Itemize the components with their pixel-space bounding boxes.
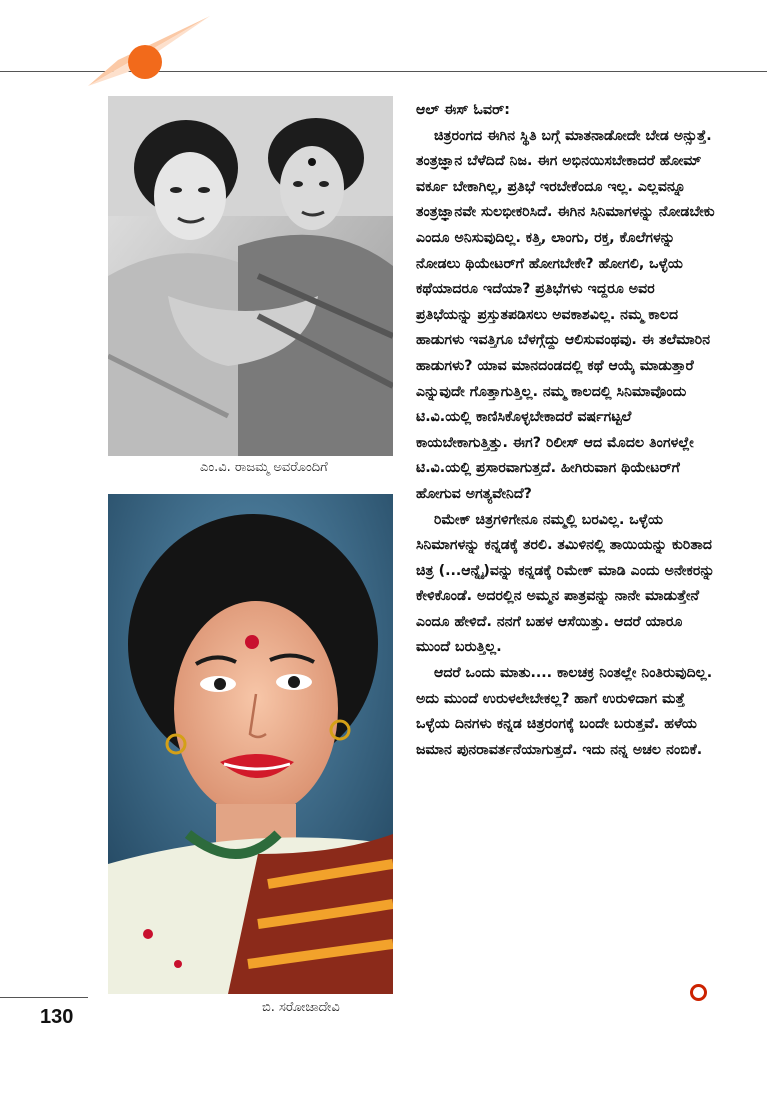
orange-sun-wedge-icon (88, 16, 210, 86)
portrait-photo (108, 494, 393, 994)
photo-caption-1: ಎಂ.ವಿ. ರಾಜಮ್ಮ ಅವರೊಂದಿಗೆ (200, 460, 328, 475)
article-body (416, 98, 716, 763)
photo-caption-2: ಬಿ. ಸರೋಜಾದೇವಿ (262, 1000, 340, 1015)
page-number: 130 (40, 1006, 74, 1028)
article-paragraph-1: ಚಿತ್ರರಂಗದ ಈಗಿನ ಸ್ಥಿತಿ ಬಗ್ಗೆ ಮಾತನಾಡೋದೇ ಬೇಡ ಅನ್ಸುತ್ತೆ. ತಂತ್ರಜ್ಞಾನ ಬೆಳೆದಿದೆ ನಿಜ. ಈಗ ಅಭಿನಯಿಸಬೇಕಾದರೆ ಹೋಮ್ ವರ್ಕೂ ಬೇಕಾಗಿಲ್ಲ, ಪ್ರತಿಭೆ ಇರಬೇಕೆಂದೂ ಇಲ್ಲ. ಎಲ್ಲವನ್ನೂ ತಂತ್ರಜ್ಞಾನವೇ ಸುಲಭೀಕರಿಸಿದೆ. ಈಗಿನ ಸಿನಿಮಾಗಳನ್ನು ನೋಡಬೇಕು ಎಂದೂ ಅನಿಸುವುದಿಲ್ಲ. ಕತ್ತಿ, ಲಾಂಗು, ರಕ್ತ, ಕೊಲೆಗಳನ್ನು ನೋಡಲು ಥಿಯೇಟರ್‌ಗೆ ಹೋಗಬೇಕೇ? ಹೋಗಲಿ, ಒಳ್ಳೆಯ ಕಥೆಯಾದರೂ ಇದೆಯಾ? ಪ್ರತಿಭೆಗಳು ಇದ್ದರೂ ಅವರ ಪ್ರತಿಭೆಯನ್ನು ಪ್ರಸ್ತುತಪಡಿಸಲು ಅವಕಾಶವಿಲ್ಲ. ನಮ್ಮ ಕಾಲದ ಹಾಡುಗಳು ಇವತ್ತಿಗೂ ಬೆಳಗ್ಗೆದ್ದು ಆಲಿಸುವಂಥವು. ಈ ತಲೆಮಾರಿನ ಹಾಡುಗಳು? ಯಾವ ಮಾನದಂಡದಲ್ಲಿ ಕಥೆ ಆಯ್ಕೆ ಮಾಡುತ್ತಾರೆ ಎನ್ನುವುದೇ ಗೊತ್ತಾಗುತ್ತಿಲ್ಲ. ನಮ್ಮ ಕಾಲದಲ್ಲಿ ಸಿನಿಮಾವೊಂದು ಟಿ.ವಿ.ಯಲ್ಲಿ ಕಾಣಿಸಿಕೊಳ್ಳಬೇಕಾದರೆ ವರ್ಷಗಟ್ಟಲೆ ಕಾಯಬೇಕಾಗುತ್ತಿತ್ತು. ಈಗ? ರಿಲೀಸ್ ಆದ ಮೊದಲ ತಿಂಗಳಲ್ಲೇ ಟಿ.ವಿ.ಯಲ್ಲಿ ಪ್ರಸಾರವಾಗುತ್ತದೆ. ಹೀಗಿರುವಾಗ ಥಿಯೇಟರ್‌ಗೆ ಹೋಗುವ ಅಗತ್ಯವೇನಿದೆ? (416, 127, 715, 502)
article-paragraph-2: ರಿಮೇಕ್ ಚಿತ್ರಗಳಿಗೇನೂ ನಮ್ಮಲ್ಲಿ ಬರವಿಲ್ಲ. ಒಳ್ಳೆಯ ಸಿನಿಮಾಗಳನ್ನು ಕನ್ನಡಕ್ಕೆ ತರಲಿ. ತಮಿಳಿನಲ್ಲಿ ತಾಯಿಯನ್ನು ಕುರಿತಾದ ಚಿತ್ರ (...ಆನ್ನೈ)ವನ್ನು ಕನ್ನಡಕ್ಕೆ ರಿಮೇಕ್ ಮಾಡಿ ಎಂದು ಅನೇಕರನ್ನು ಕೇಳಿಕೊಂಡೆ. ಅದರಲ್ಲಿನ ಅಮ್ಮನ ಪಾತ್ರವನ್ನು ನಾನೇ ಮಾಡುತ್ತೇನೆ ಎಂದೂ ಹೇಳಿದೆ. ನನಗೆ ಬಹಳ ಆಸೆಯಿತ್ತು. ಆದರೆ ಯಾರೂ ಮುಂದೆ ಬರುತ್ತಿಲ್ಲ. (416, 511, 715, 656)
two-actresses-photo (108, 96, 393, 456)
article-paragraph-3: ಆದರೆ ಒಂದು ಮಾತು.... ಕಾಲಚಕ್ರ ನಿಂತಲ್ಲೇ ನಿಂತಿರುವುದಿಲ್ಲ. ಅದು ಮುಂದೆ ಉರುಳಲೇಬೇಕಲ್ಲ? ಹಾಗೆ ಉರುಳಿದಾಗ ಮತ್ತೆ ಒಳ್ಳೆಯ ದಿನಗಳು ಕನ್ನಡ ಚಿತ್ರರಂಗಕ್ಕೆ ಬಂದೇ ಬರುತ್ತವೆ. ಹಳೆಯ ಜಮಾನ ಪುನರಾವರ್ತನೆಯಾಗುತ್ತದೆ. ಇದು ನನ್ನ ಅಚಲ ನಂಬಿಕೆ. (416, 665, 713, 758)
footer-rule (0, 997, 88, 998)
article-heading: ಆಲ್ ಈಸ್ ಓವರ್: (416, 102, 510, 118)
end-of-article-circle-icon (690, 984, 707, 1001)
